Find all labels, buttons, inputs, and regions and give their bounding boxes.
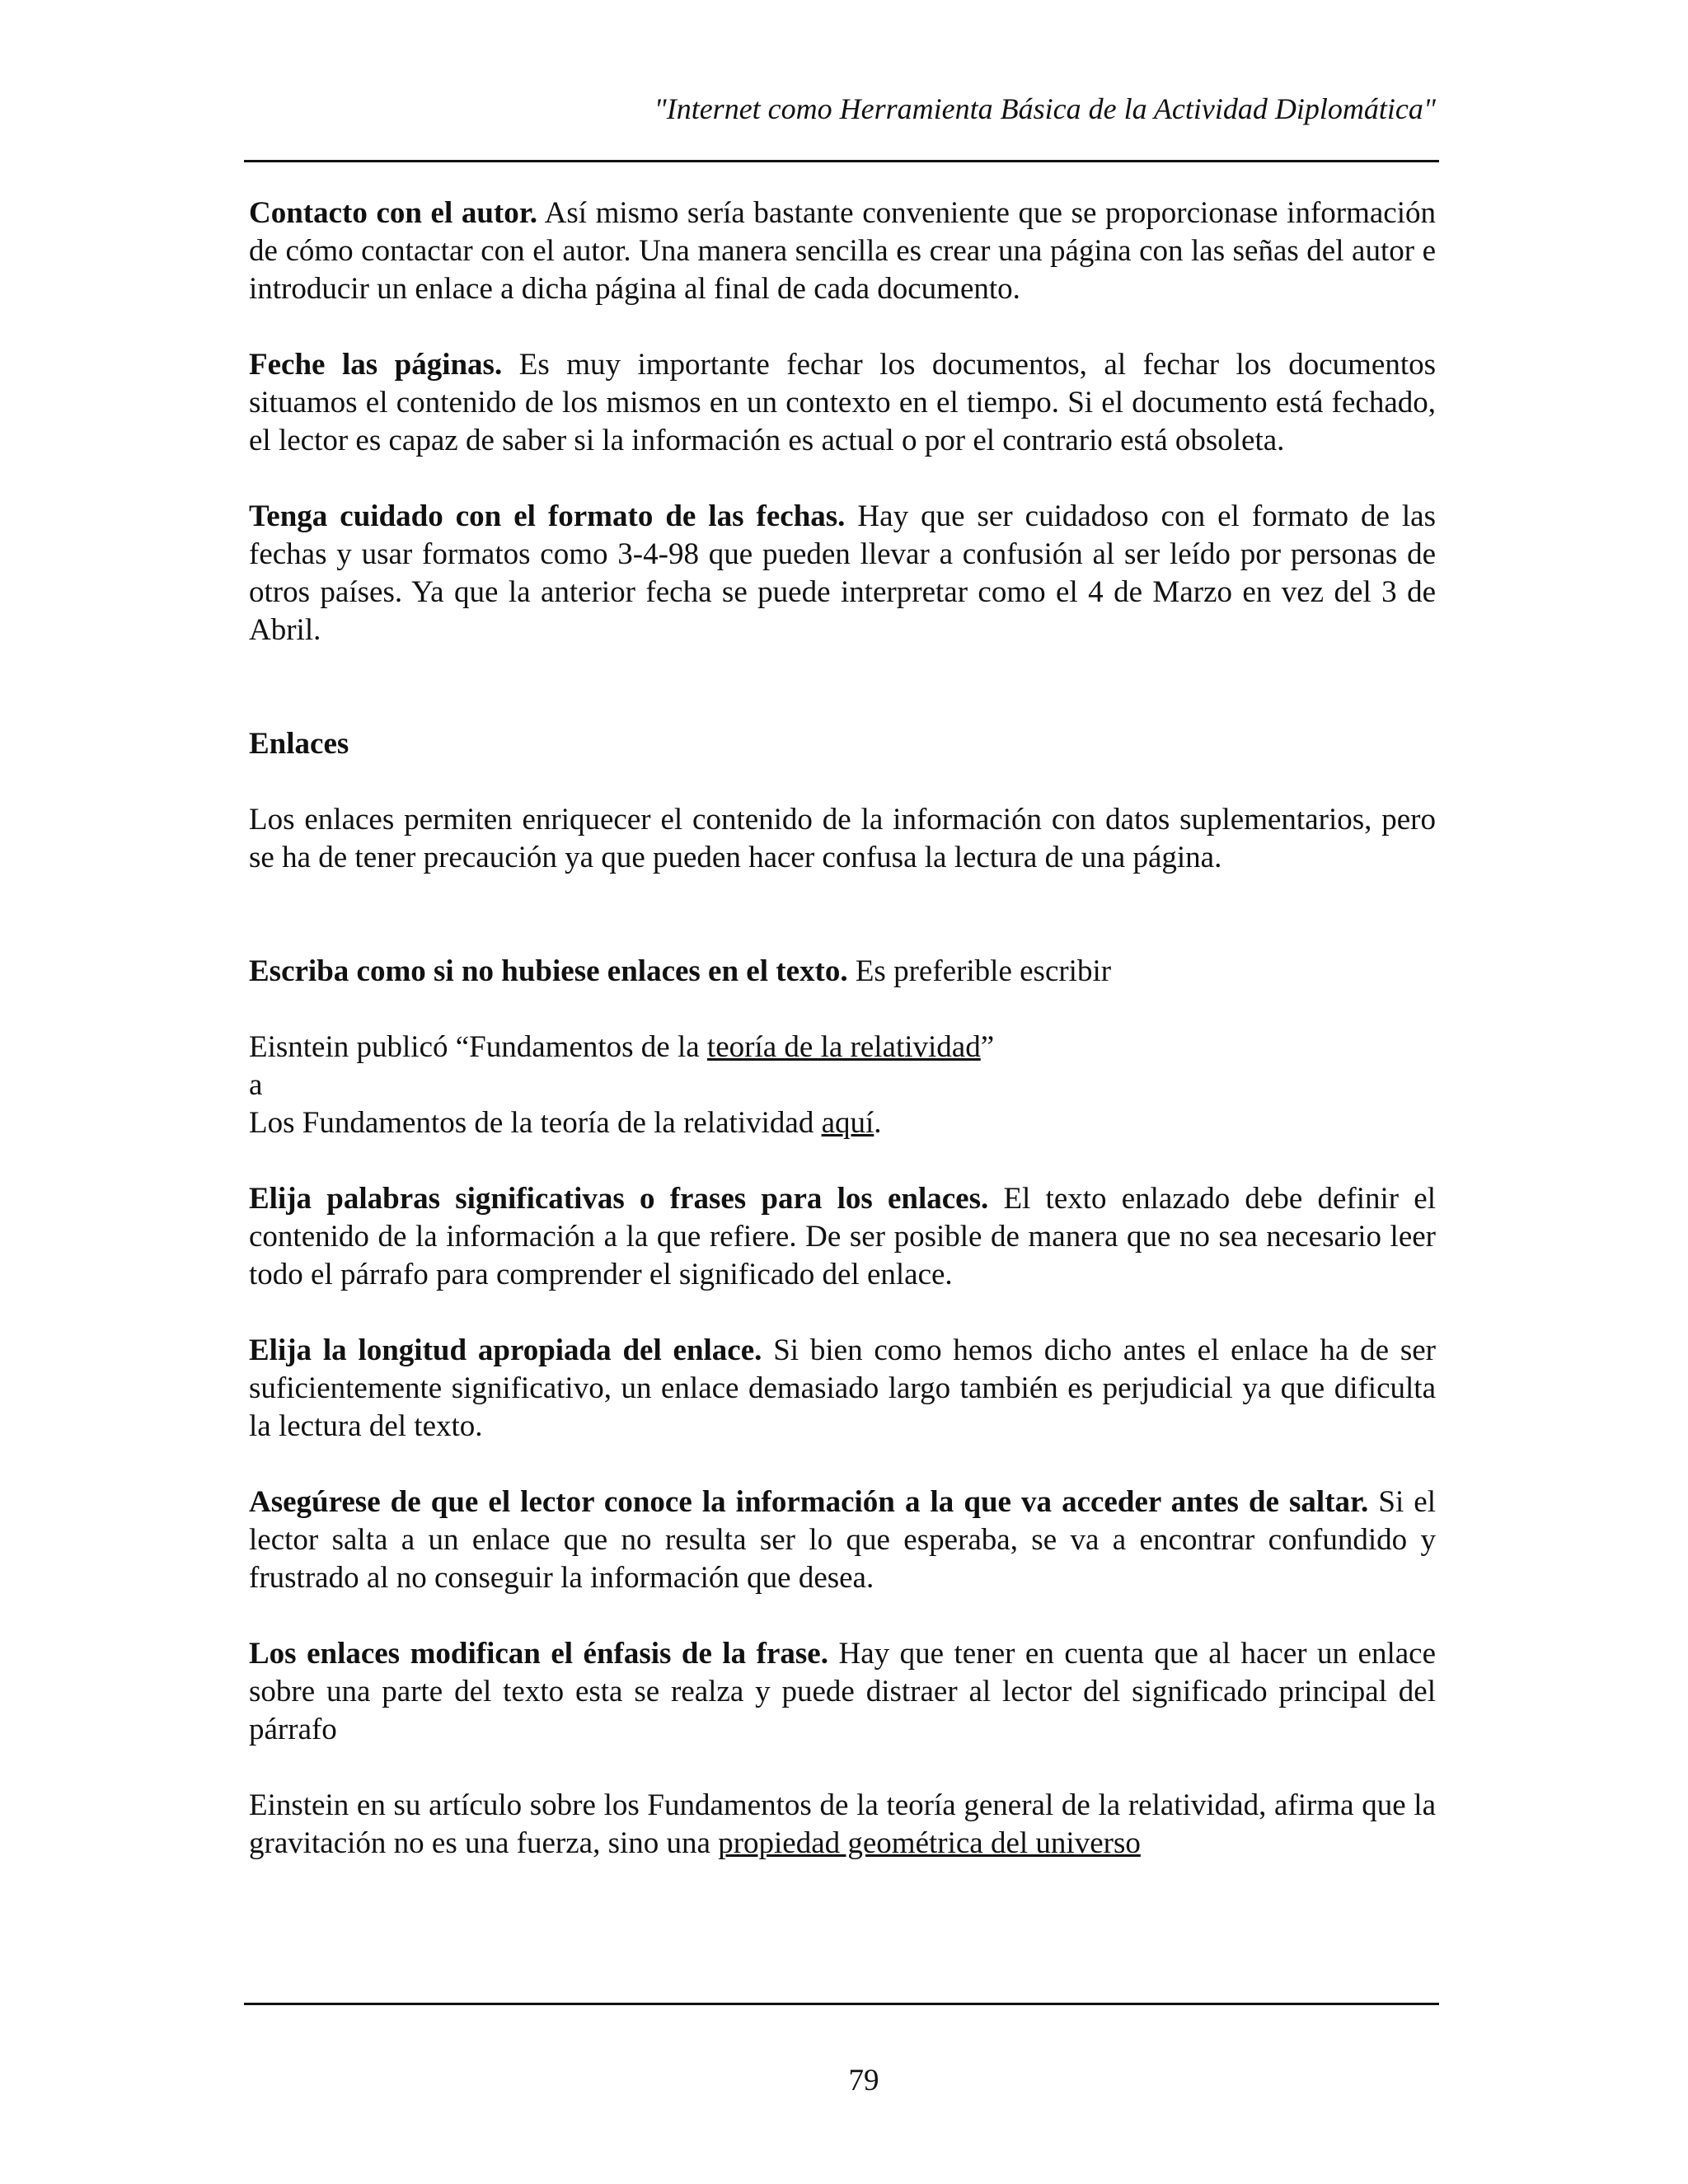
paragraph-asegurese bbox=[249, 1483, 1436, 1597]
paragraph-text: Si el lector salta a un enlace que no resulta ser lo que esperaba, se va a encontrar confundido y frustrado al no conseguir la información que desea. bbox=[249, 1485, 1436, 1595]
paragraph-title: Contacto con el autor. bbox=[249, 196, 538, 230]
paragraph-text: Si bien como hemos dicho antes el enlace ha de ser suficientemente significativo, un enlace demasiado largo también es perjudicial ya que dificulta la lectura del texto. bbox=[249, 1333, 1437, 1443]
paragraph-feche bbox=[249, 346, 1436, 460]
page-number: 79 bbox=[848, 2064, 879, 2097]
paragraph-title: Los enlaces modifican el énfasis de la frase. bbox=[249, 1637, 828, 1671]
example-link-teoria[interactable]: teoría de la relatividad bbox=[706, 1030, 981, 1064]
example-line-1 bbox=[249, 1029, 1436, 1066]
paragraph-einstein bbox=[249, 1787, 1436, 1863]
paragraph-title: Elija la longitud apropiada del enlace. bbox=[249, 1333, 762, 1367]
paragraph-formato bbox=[249, 498, 1436, 649]
paragraph-elija-palabras bbox=[249, 1180, 1436, 1294]
paragraph-text: Así mismo sería bastante conveniente que se proporcionase información de cómo contactar con el autor. Una manera sencilla es crear una página con las señas del autor e introducir un enlace a dicha página al final de cada documento. bbox=[249, 196, 1436, 306]
paragraph-text: El texto enlazado debe definir el contenido de la información a la que refiere. De ser posible de manera que no sea necesario leer todo el párrafo para comprender el significado del enlace. bbox=[249, 1182, 1436, 1291]
paragraph-title: Asegúrese de que el lector conoce la información a la que va acceder antes de saltar. bbox=[249, 1485, 1369, 1519]
paragraph-enfasis bbox=[249, 1635, 1436, 1749]
running-header: "Internet como Herramienta Básica de la Actividad Diplomática" bbox=[654, 92, 1436, 125]
example-link-aqui[interactable]: aquí bbox=[821, 1106, 874, 1140]
paragraph-enlaces-intro: Los enlaces permiten enriquecer el contenido de la información con datos suplementarios, pero se ha de tener precaución ya que pueden hacer confusa la lectura de una página. bbox=[249, 803, 1436, 874]
paragraph-text: Es preferible escribir bbox=[847, 954, 1112, 988]
page-body bbox=[249, 194, 1436, 1863]
footer-rule bbox=[244, 2003, 1439, 2005]
header-rule bbox=[244, 160, 1439, 162]
example-text: Los Fundamentos de la teoría de la relatividad bbox=[249, 1106, 822, 1140]
link-propiedad-geometrica[interactable]: propiedad geométrica del universo bbox=[718, 1826, 1141, 1860]
paragraph-elija-longitud bbox=[249, 1332, 1436, 1446]
paragraph-title: Elija palabras significativas o frases para los enlaces. bbox=[249, 1182, 989, 1216]
paragraph-text: Hay que ser cuidadoso con el formato de las fechas y usar formatos como 3-4-98 que pueden llevar a confusión al ser leído por personas de otros países. Ya que la anterior fecha se puede interpretar como el 4 de Marzo en vez del 3 de Abril. bbox=[249, 499, 1436, 647]
example-text: . bbox=[874, 1106, 882, 1140]
paragraph-title: Escriba como si no hubiese enlaces en el texto. bbox=[249, 954, 848, 988]
section-heading-enlaces: Enlaces bbox=[249, 727, 349, 761]
paragraph-contacto bbox=[249, 194, 1436, 308]
example-line-2 bbox=[249, 1104, 1436, 1142]
paragraph-text: Es muy importante fechar los documentos, al fechar los documentos situamos el contenido de los mismos en un contexto en el tiempo. Si el documento está fechado, el lector es capaz de saber si la información es actual o por el contrario está obsoleta. bbox=[249, 348, 1436, 457]
paragraph-escriba bbox=[249, 953, 1436, 991]
example-text: ” bbox=[980, 1030, 995, 1064]
paragraph-text: Hay que tener en cuenta que al hacer un enlace sobre una parte del texto esta se realza y puede distraer al lector del significado principal del párrafo bbox=[249, 1637, 1436, 1746]
paragraph-text: Einstein en su artículo sobre los Fundamentos de la teoría general de la relatividad, afirma que la gravitación no es una fuerza, sino una bbox=[249, 1788, 1436, 1860]
example-separator: a bbox=[249, 1068, 263, 1102]
paragraph-title: Feche las páginas. bbox=[249, 348, 503, 382]
example-text: Eisntein publicó “Fundamentos de la bbox=[249, 1030, 707, 1064]
paragraph-title: Tenga cuidado con el formato de las fechas. bbox=[249, 499, 846, 533]
